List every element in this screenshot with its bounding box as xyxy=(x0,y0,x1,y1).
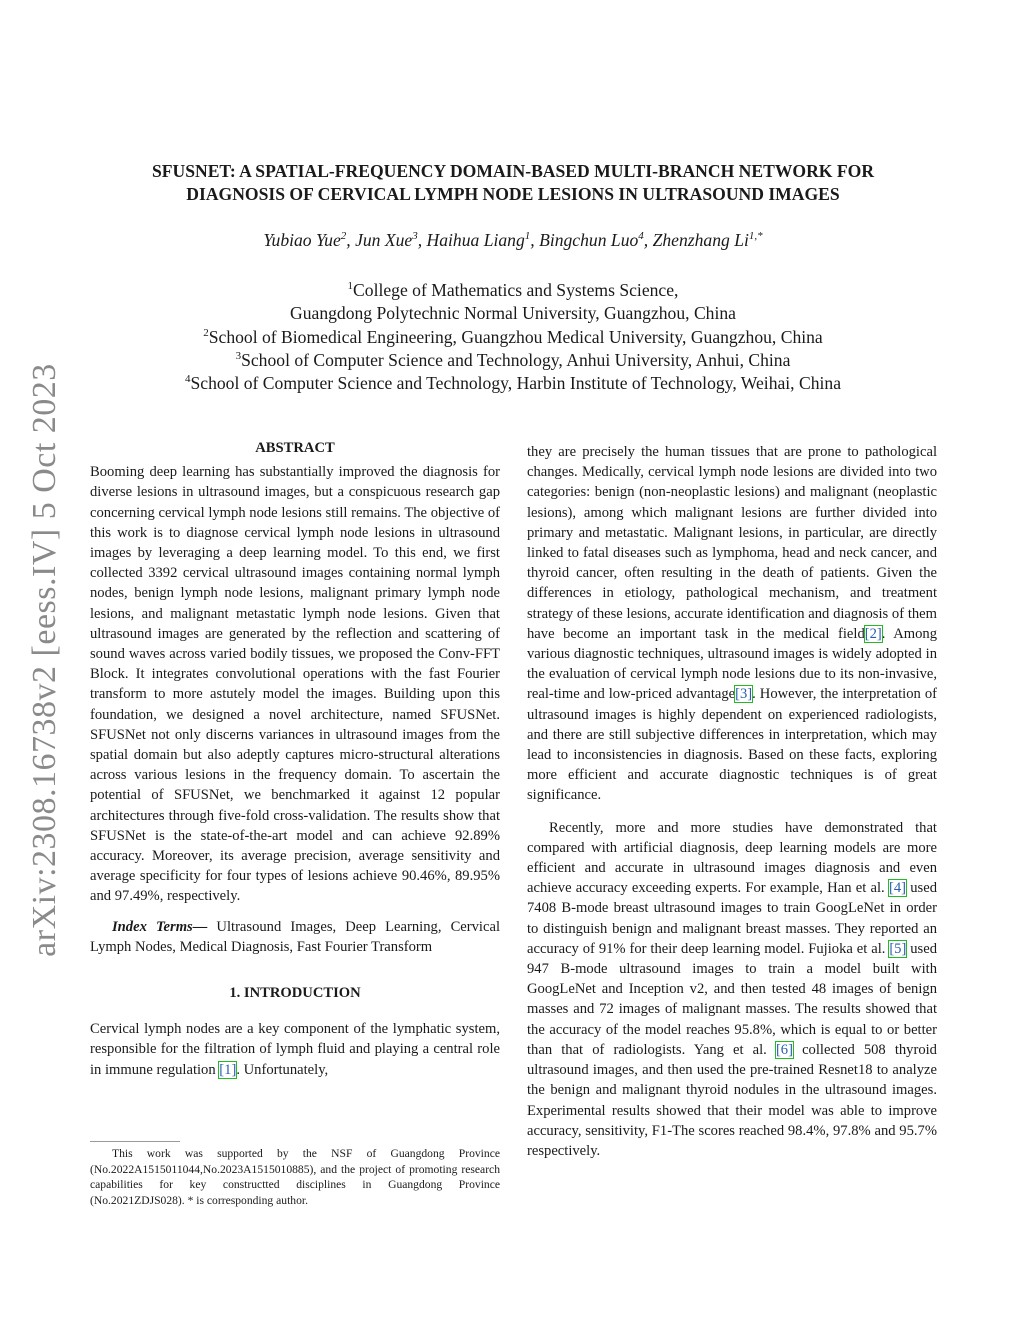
title-line-2: DIAGNOSIS OF CERVICAL LYMPH NODE LESIONS IN ULTRASOUND IMAGES xyxy=(186,184,840,204)
affiliation-3: $^3$School of Computer Science and Technology, Anhui University, Anhui, China xyxy=(235,349,791,370)
citation-link[interactable]: [4] xyxy=(888,880,906,897)
author-list: Yubiao Yue$^2$, Jun Xue$^3$, Haihua Liang$^1$, Bingchun Luo$^4$, Zhenzhang $Li^{1,*}$ xyxy=(263,230,763,250)
affiliations xyxy=(90,279,936,395)
introduction-heading: 1. INTRODUCTION xyxy=(229,985,361,1002)
intro-paragraph-2: Recently, more and more studies have demonstrated that compared with artificial diagnosis, deep learning models are more efficient and accurate in ultrasound images diagnosis and even achieve accuracy exceeding experts. For example, Han et al. [4] used 7408 B-mode breast ultrasound images to train GoogLeNet in order to distinguish benign and malignant breast masses. They reported an accuracy of 91% for their deep learning model. Fujioka et al. [5] used 947 B-mode ultrasound images to train a model built with GoogLeNet and Inception v2, and then tested 48 images of benign masses and 72 images of malignant masses. The results showed that the accuracy of the model reaches 95.8%, which is equal to or better than that of radiologists. Yang et al. [6] collected 508 thyroid ultrasound images, and then used the pre-trained Resnet18 to analyze the benign and malignant thyroid nodules in the ultrasound images. Experimental results showed that their model was able to improve accuracy, sensitivity, F1-The scores reached 98.4%, 97.8% and 95.7% respectively. xyxy=(527,819,938,1159)
citation-link[interactable]: [6] xyxy=(775,1041,793,1058)
author: Bingchun Luo$^4$ xyxy=(539,230,644,250)
right-column xyxy=(527,442,937,1161)
author: Zhenzhang $Li^{1,*}$ xyxy=(652,230,763,250)
citation-link[interactable]: [5] xyxy=(889,940,907,957)
author: Jun Xue$^3$ xyxy=(355,230,418,250)
left-column xyxy=(90,438,500,1080)
affiliation-4: $^4$School of Computer Science and Technology, Harbin Institute of Technology, Weihai, China xyxy=(184,373,842,394)
author: Yubiao Yue$^2$ xyxy=(263,230,347,250)
intro-paragraph: Cervical lymph nodes are a key component of the lymphatic system, responsible for the filtration of lymph fluid and playing a central role in immune regulation [1]. Unfortunately, xyxy=(90,1021,500,1078)
affiliation-2: $^2$School of Biomedical Engineering, Guangzhou Medical University, Guangzhou, China xyxy=(203,326,823,347)
abstract-text: Booming deep learning has substantially improved the diagnosis for diverse lesions in ultrasound images, but a conspicuous research gap concerning cervical lymph node lesions still remains. The objective of this work is to diagnose cervical lymph node lesions in ultrasound images by leveraging a deep learning model. To this end, we first collected 3392 cervical ultrasound images containing normal lymph nodes, benign lymph node lesions, malignant primary lymph node lesions, and malignant metastatic lymph node lesions. Given that ultrasound images are generated by the reflection and scattering of sound waves across varied bodily tissues, we proposed the Conv-FFT Block. It integrates convolutional operations with the fast Fourier transform to more astutely model the images. Building upon this foundation, we designed a novel architecture, named SFUSNet. SFUSNet not only discerns variances in ultrasound images from the spatial domain but also adeptly captures micro-structural alterations across various lesions in the frequency domain. To ascertain the potential of SFUSNet, we benchmarked it against 12 popular architectures through five-fold cross-validation. The results show that SFUSNet is the state-of-the-art model and can achieve 92.89% accuracy. Moreover, its average precision, average sensitivity and average specificity for four types of lesions achieve 90.46%, 89.95% and 97.49%, respectively. xyxy=(90,464,500,905)
title-line-1: SFUSNET: A SPATIAL-FREQUENCY DOMAIN-BASED MULTI-BRANCH NETWORK FOR xyxy=(151,161,875,181)
index-terms-label: Index Terms— xyxy=(112,918,208,935)
author: Haihua Liang$^1$ xyxy=(426,230,531,250)
affiliation-1: $^1$College of Mathematics and Systems Science, xyxy=(347,280,679,300)
affiliation-1-cont: Guangdong Polytechnic Normal University, Guangzhou, China xyxy=(290,303,736,324)
footnote-rule xyxy=(90,1141,180,1142)
intro-paragraph-cont: they are precisely the human tissues that are prone to pathological changes. Medically, cervical lymph node lesions are divided into two categories: benign (non-neoplastic lesions) and malignant (neoplastic lesions), among which malignant lesions are further divided into primary and metastatic. Malignant lesions, in particular, are directly linked to fatal diseases such as lymphoma, head and neck cancer, and thyroid cancer, often resulting in the death of patients. Given the differences in etiology, pathological mechanism, and treatment strategy of these lesions, accurate identification and diagnosis of them have become an important task in the medical field[2]. Among various diagnostic techniques, ultrasound images is widely adopted in the evaluation of cervical lymph node lesions due to its non-invasive, real-time and low-priced advantage[3]. However, the interpretation of ultrasound images is highly dependent on experienced radiologists, and there are still subjective differences in interpretation, which may lead to inconsistencies in diagnosis. Based on these facts, exploring more efficient and accurate diagnostic techniques is of great significance. xyxy=(527,444,937,804)
citation-link[interactable]: [1] xyxy=(219,1061,237,1078)
citation-link[interactable]: [3] xyxy=(735,686,753,703)
abstract-heading: ABSTRACT xyxy=(255,440,335,456)
paper-title xyxy=(90,160,936,206)
index-terms: Index Terms— Ultrasound Images, Deep Learning, Cervical Lymph Nodes, Medical Diagnosis, Fast Fourier Transform xyxy=(90,918,500,955)
citation-link[interactable]: [2] xyxy=(864,625,882,642)
arxiv-identifier: arXiv:2308.16738v2 [eess.IV] 5 Oct 2023 xyxy=(26,363,63,957)
funding-footnote: This work was supported by the NSF of Guangdong Province (No.2022A1515011044,No.2023A1515010885), and the project of promoting research capabilities for key constructted disciplines in Guangdong Province (No.2021ZDJS028). * is corresponding author. xyxy=(90,1147,500,1207)
